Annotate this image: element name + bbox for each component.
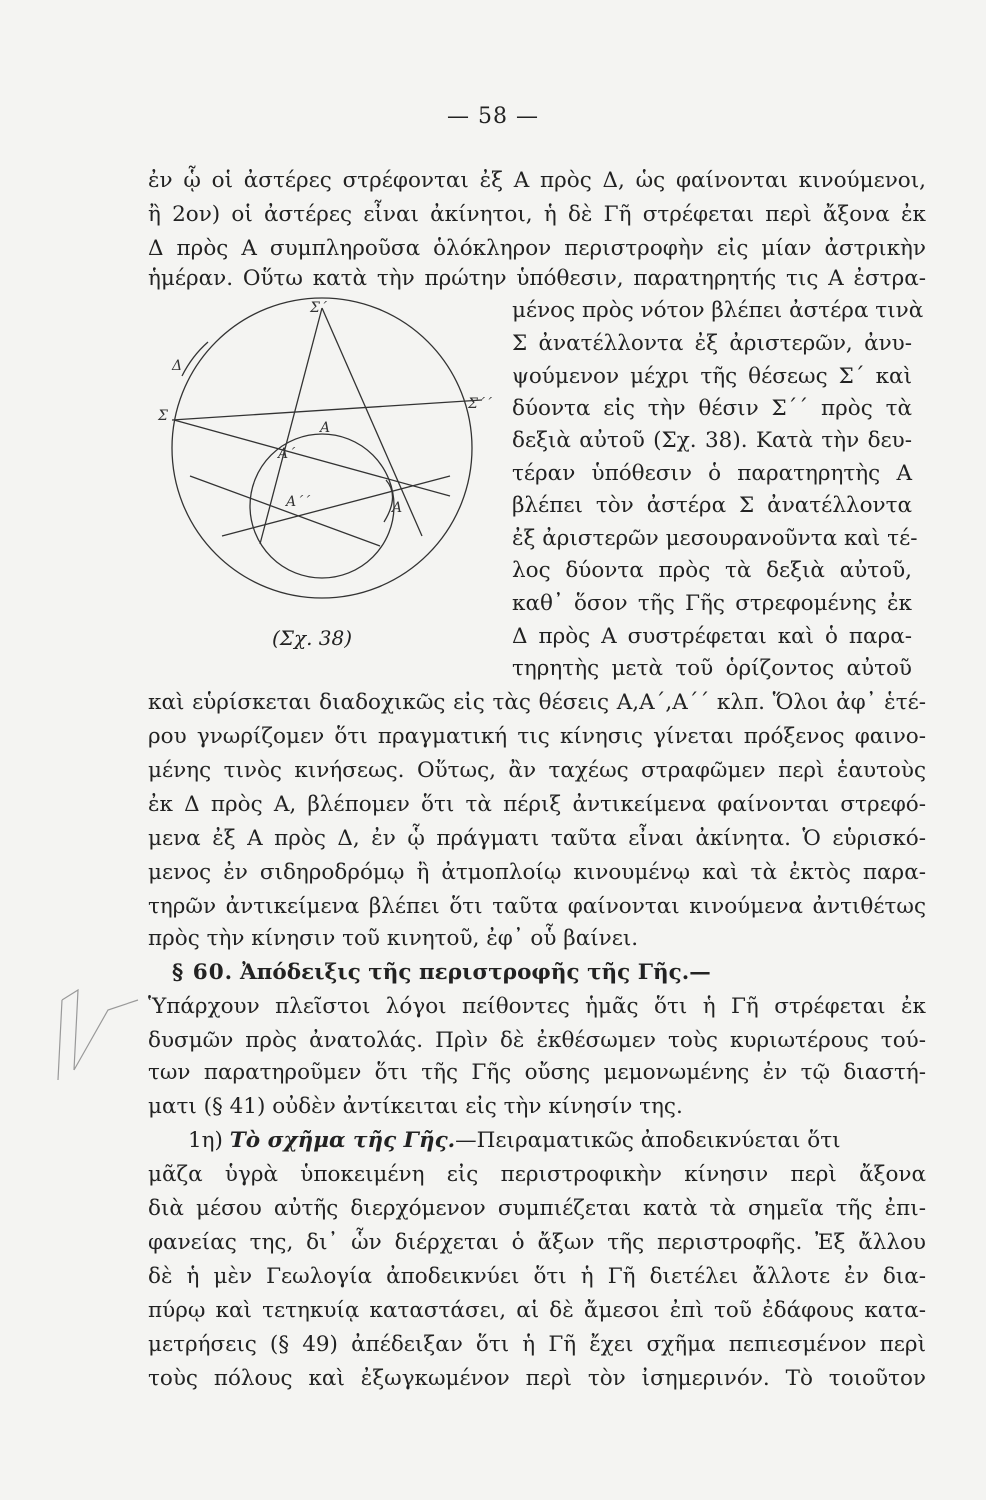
text-line: ρου γνωρίζομεν ὅτι πραγματική τις κίνησις γίνεται πρόξενος φαινο-: [148, 724, 926, 749]
text-line: λος δύοντα πρὸς τὰ δεξιὰ αὐτοῦ,: [512, 558, 912, 583]
label-a-prime: Α΄: [278, 446, 296, 462]
ray-line: [174, 420, 450, 496]
label-sigma-double: Σ΄΄: [468, 396, 492, 412]
page-number: — 58 —: [447, 104, 539, 129]
margin-pencil-mark: [48, 970, 148, 1090]
text-line: Σ ἀνατέλλοντα ἐξ ἀριστερῶν, ἀνυ-: [512, 331, 912, 356]
text-line: δεξιὰ αὐτοῦ (Σχ. 38). Κατὰ τὴν δευ-: [512, 428, 912, 453]
text-line: ἢ 2ον) οἱ ἀστέρες εἶναι ἀκίνητοι, ἡ δὲ Γῆ στρέφεται περὶ ἄξονα ἐκ: [148, 202, 926, 227]
section-sign: § 60.: [172, 960, 234, 985]
ray-line: [322, 308, 422, 536]
label-alpha-arrow: Α: [392, 500, 403, 516]
figure-caption: (Σχ. 38): [272, 626, 353, 650]
text-line: βλέπει τὸν ἀστέρα Σ ἀνατέλλοντα: [512, 493, 912, 518]
subsection-number: 1η): [188, 1128, 223, 1153]
text-line: τοὺς πόλους καὶ ἐξωγκωμένον περὶ τὸν ἰσημερινόν. Τὸ τοιοῦτον: [148, 1366, 926, 1391]
text-line: μένης τινὸς κινήσεως. Οὕτως, ἂν ταχέως στραφῶμεν περὶ ἑαυτοὺς: [148, 758, 926, 783]
text-line: μενα ἐξ Α πρὸς Δ, ἐν ᾧ πράγματι ταῦτα εἶναι ἀκίνητα. Ὁ εὑρισκό-: [148, 826, 926, 851]
text-line: ἐξ ἀριστερῶν μεσουρανοῦντα καὶ τέ-: [512, 526, 918, 551]
text-line: μενος ἐν σιδηροδρόμῳ ἢ ἀτμοπλοίῳ κινουμένῳ καὶ τὰ ἐκτὸς παρα-: [148, 860, 926, 885]
text-line: μένος πρὸς νότον βλέπει ἀστέρα τινὰ: [512, 298, 924, 323]
text-line: ἡμέραν. Οὕτω κατὰ τὴν πρώτην ὑπόθεσιν, παρατηρητής τις Α ἐστρα-: [148, 266, 926, 291]
text-line: Δ πρὸς Α συστρέφεται καὶ ὁ παρα-: [512, 624, 912, 649]
text-line: δυσμῶν πρὸς ἀνατολάς. Πρὶν δὲ ἐκθέσωμεν τοὺς κυριωτέρους τού-: [148, 1028, 926, 1053]
text-line: δὲ ἡ μὲν Γεωλογία ἀποδεικνύει ὅτι ἡ Γῆ διετέλει ἄλλοτε ἐν δια-: [148, 1264, 926, 1289]
subsection-line: [188, 1126, 926, 1156]
text-line: φανείας της, δι᾽ ὧν διέρχεται ὁ ἄξων τῆς περιστροφῆς. Ἐξ ἄλλου: [148, 1230, 926, 1255]
label-sigma-prime: Σ΄: [310, 300, 327, 316]
label-a-double: Α΄΄: [286, 494, 311, 510]
outer-circle: [172, 298, 472, 598]
text-line: τηρητὴς μετὰ τοῦ ὁρίζοντος αὐτοῦ: [512, 656, 912, 681]
text-line: ψούμενον μέχρι τῆς θέσεως Σ΄ καὶ: [512, 364, 912, 389]
text-line: Δ πρὸς Α συμπληροῦσα ὁλόκληρον περιστροφὴν εἰς μίαν ἀστρικὴν: [148, 236, 926, 261]
text-line: τηρῶν ἀντικείμενα βλέπει ὅτι ταῦτα φαίνονται κινούμενα ἀντιθέτως: [148, 894, 926, 919]
subsection-rest: —Πειραματικῶς ἀποδεικνύεται ὅτι: [455, 1128, 841, 1153]
horizon-line: [172, 400, 482, 420]
ray-line: [222, 476, 450, 536]
arrow-arc-left: [182, 342, 208, 376]
label-sigma: Σ: [158, 408, 168, 424]
text-line: μετρήσεις (§ 49) ἀπέδειξαν ὅτι ἡ Γῆ ἔχει σχῆμα πεπιεσμένον περὶ: [148, 1332, 926, 1357]
label-delta-arrow: Δ: [172, 358, 183, 374]
label-a: Α: [320, 420, 331, 436]
text-line: δύοντα εἰς τὴν θέσιν Σ΄΄ πρὸς τὰ: [512, 396, 912, 421]
ray-line: [190, 476, 380, 546]
text-line: πύρῳ καὶ τετηκυίᾳ καταστάσει, αἱ δὲ ἄμεσοι ἐπὶ τοῦ ἐδάφους κατα-: [148, 1298, 926, 1323]
text-line: ἐκ Δ πρὸς Α, βλέπομεν ὅτι τὰ πέριξ ἀντικείμενα φαίνονται στρεφό-: [148, 792, 926, 817]
text-line: ἐν ᾧ οἱ ἀστέρες στρέφονται ἐξ Α πρὸς Δ, ὡς φαίνονται κινούμενοι,: [148, 168, 926, 193]
subsection-title: Τὸ σχῆμα τῆς Γῆς.: [229, 1128, 456, 1153]
figure-38: [150, 296, 510, 656]
text-line: καθ᾽ ὅσον τῆς Γῆς στρεφομένης ἐκ: [512, 591, 912, 616]
section-heading: [172, 958, 926, 988]
text-line: μᾶζα ὑγρὰ ὑποκειμένη εἰς περιστροφικὴν κίνησιν περὶ ἄξονα: [148, 1162, 926, 1187]
text-line: τέραν ὑπόθεσιν ὁ παρατηρητὴς Α: [512, 461, 912, 486]
section-title: Ἀπόδειξις τῆς περιστροφῆς τῆς Γῆς.—: [239, 960, 711, 985]
text-line: των παρατηροῦμεν ὅτι τῆς Γῆς οὔσης μεμονωμένης ἐν τῷ διαστή-: [148, 1060, 926, 1085]
text-line: ματι (§ 41) οὐδὲν ἀντίκειται εἰς τὴν κίνησίν της.: [148, 1094, 683, 1119]
text-line: διὰ μέσου αὐτῆς διερχόμενον συμπιέζεται κατὰ τὰ σημεῖα τῆς ἐπι-: [148, 1196, 926, 1221]
text-line: καὶ εὑρίσκεται διαδοχικῶς εἰς τὰς θέσεις Α,Α΄,Α΄΄ κλπ. Ὅλοι ἀφ᾽ ἑτέ-: [148, 690, 926, 715]
text-line: Ὑπάρχουν πλεῖστοι λόγοι πείθοντες ἡμᾶς ὅτι ἡ Γῆ στρέφεται ἐκ: [148, 994, 926, 1019]
text-line: πρὸς τὴν κίνησιν τοῦ κινητοῦ, ἐφ᾽ οὗ βαίνει.: [148, 926, 639, 951]
